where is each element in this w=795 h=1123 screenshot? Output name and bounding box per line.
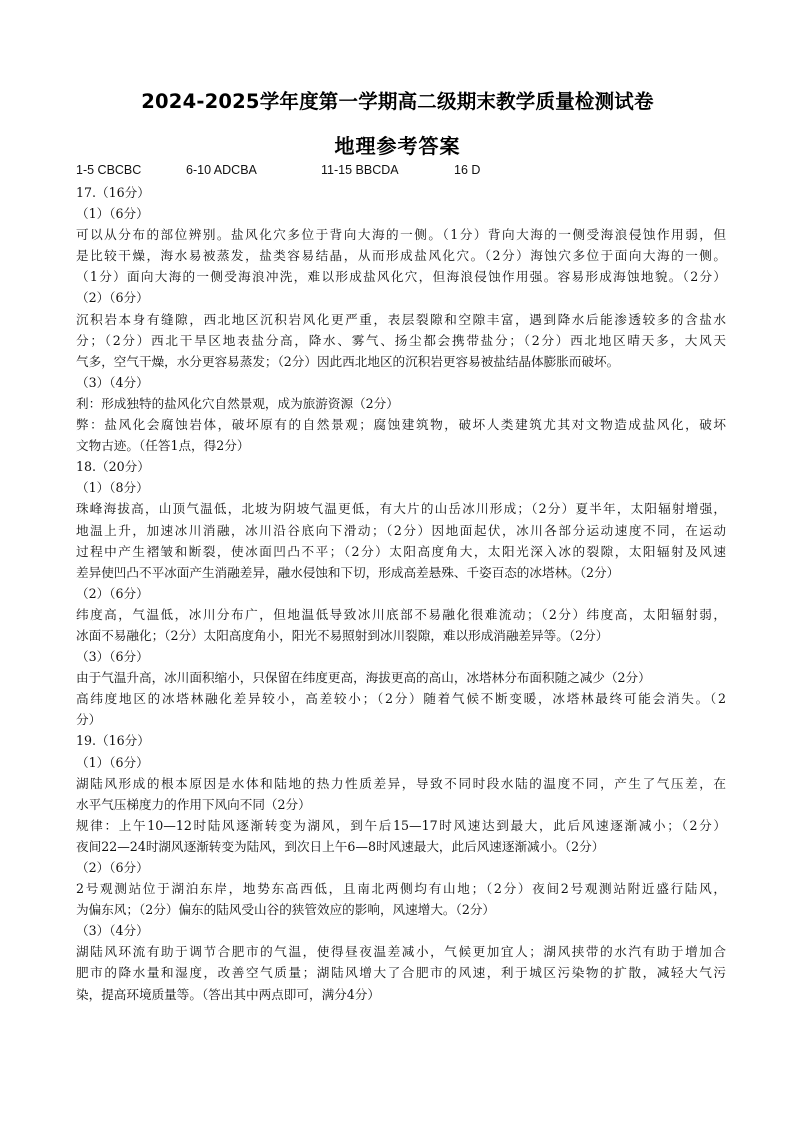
q18-part1-text: 过程中产生褶皱和断裂，使冰面凹凸不平；（2分）太阳高度角大，太阳光深入冰的裂隙，太阳辐射及风速 [76, 543, 726, 559]
q18-part2-heading: （2）（6分） [76, 585, 149, 601]
answer-group-11-15: 11-15 BBCDA [321, 163, 399, 177]
q17-part3-text: 弊：盐风化会腐蚀岩体，破坏原有的自然景观；腐蚀建筑物，破坏人类建筑尤其对文物造成盐风化，破坏 [76, 417, 726, 433]
q18-part3-heading: （3）（6分） [76, 649, 149, 665]
q18-part1-heading: （1）（8分） [76, 480, 149, 496]
q19-part1-text: 湖陆风形成的根本原因是水体和陆地的热力性质差异，导致不同时段水陆的温度不同，产生了气压差，在 [76, 775, 726, 791]
q18-part1-text: 地温上升，加速冰川消融，冰川沿谷底向下滑动；（2分）因地面起伏，冰川各部分运动速度不同，在运动 [76, 522, 726, 538]
q17-part3-text: 利：形成独特的盐风化穴自然景观，成为旅游资源（2分） [76, 395, 399, 411]
q19-part2-text: 2号观测站位于湖泊东岸，地势东高西低，且南北两侧均有山地；（2分）夜间2号观测站附近盛行陆风， [76, 881, 726, 897]
document-title: 2024-2025学年度第一学期高二级期末教学质量检测试卷 [141, 90, 654, 113]
q18-part2-text: 冰面不易融化；（2分）太阳高度角小，阳光不易照射到冰川裂隙，难以形成消融差异等。（2分） [76, 627, 609, 643]
q17-part2-text: 分；（2分）西北干旱区地表盐分高，降水、雾气、扬尘都会携带盐分；（2分）西北地区晴天多，大风天 [76, 332, 726, 348]
q17-part2-heading: （2）（6分） [76, 290, 149, 306]
q17-part2-text: 沉积岩本身有缝隙，西北地区沉积岩风化更严重，表层裂隙和空隙丰富，遇到降水后能渗透较多的含盐水 [76, 311, 726, 327]
q19-part2-text: 为偏东风；（2分）偏东的陆风受山谷的狭管效应的影响，风速增大。（2分） [76, 902, 496, 918]
q19-part1-text: 水平气压梯度力的作用下风向不同（2分） [76, 796, 311, 812]
q19-part1-text: 规律：上午10—12时陆风逐渐转变为湖风，到午后15—17时风速达到最大，此后风速逐渐减小；（2分） [76, 817, 726, 833]
q18-part3-text: 分） [76, 712, 102, 728]
answer-body [76, 182, 726, 1005]
q17-part1-text: 可以从分布的部位辨别。盐风化穴多位于背向大海的一侧。（1分）背向大海的一侧受海浪侵蚀作用弱，但 [76, 227, 726, 243]
q18-part1-text: 差异使凹凸不平冰面产生消融差异，融水侵蚀和下切，形成高差悬殊、千姿百态的冰塔林。（2分） [76, 564, 620, 580]
q17-part3-text: 文物古迹。（任答1点，得2分） [76, 438, 250, 454]
question-19-heading: 19.（16分） [76, 733, 150, 749]
q18-part3-text: 由于气温升高，冰川面积缩小，只保留在纬度更高，海拔更高的高山，冰塔林分布面积随之减少（2分） [76, 670, 651, 686]
q19-part3-text: 肥市的降水量和湿度，改善空气质量；湖陆风增大了合肥市的风速，利于城区污染物的扩散，减轻大气污 [76, 965, 726, 981]
q17-part1-heading: （1）（6分） [76, 206, 149, 222]
q17-part1-text: 是比较干燥，海水易被蒸发，盐类容易结晶，从而形成盐风化穴。（2分）海蚀穴多位于面向大海的一侧。 [76, 248, 726, 264]
q18-part2-text: 纬度高，气温低，冰川分布广，但地温低导致冰川底部不易融化很难流动；（2分）纬度高，太阳辐射弱， [76, 606, 726, 622]
answer-16: 16 D [454, 163, 481, 177]
q19-part3-text: 湖陆风环流有助于调节合肥市的气温，使得昼夜温差减小，气候更加宜人；湖风挟带的水汽有助于增加合 [76, 944, 726, 960]
q17-part3-heading: （3）（4分） [76, 374, 149, 390]
q18-part3-text: 高纬度地区的冰塔林融化差异较小，高差较小；（2分）随着气候不断变暖，冰塔林最终可能会消失。（2 [76, 691, 726, 707]
q19-part1-heading: （1）（6分） [76, 754, 149, 770]
q17-part1-text: （1分）面向大海的一侧受海浪冲洗，难以形成盐风化穴，但海浪侵蚀作用强。容易形成海蚀地貌。（2分） [76, 269, 726, 285]
document-subtitle: 地理参考答案 [334, 134, 461, 158]
q19-part3-text: 染，提高环境质量等。（答出其中两点即可，满分4分） [76, 986, 380, 1002]
question-18-heading: 18.（20分） [76, 459, 150, 475]
q19-part1-text: 夜间22—24时湖风逐渐转变为陆风，到次日上午6—8时风速最大，此后风速逐渐减小。（2分） [76, 838, 605, 854]
question-17-heading: 17.（16分） [76, 185, 150, 200]
q19-part2-heading: （2）（6分） [76, 860, 149, 875]
q18-part1-text: 珠峰海拔高，山顶气温低，北坡为阴坡气温更低，有大片的山岳冰川形成；（2分）夏半年，太阳辐射增强， [76, 501, 726, 517]
q19-part3-heading: （3）（4分） [76, 923, 149, 939]
q17-part2-text: 气多，空气干燥，水分更容易蒸发；（2分）因此西北地区的沉积岩更容易被盐结晶体膨胀而破坏。 [76, 353, 620, 369]
answer-group-1-5: 1-5 CBCBC [76, 163, 142, 177]
answer-group-6-10: 6-10 ADCBA [186, 163, 257, 177]
